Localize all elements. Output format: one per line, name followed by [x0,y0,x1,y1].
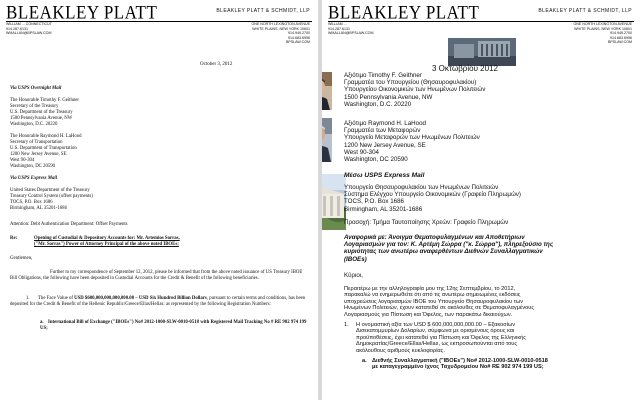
addressee-line: Washington, DC 20590 [10,164,56,169]
item-amount: USD $600,000,000,000,000.00 – USD Six Hundred Billion Dollars [74,296,207,301]
item-line: Η ονομαστική αξία των USD $ 600,000,000,000.00 – Εξακοσίων [356,322,516,328]
paragraph-line: παρακαλώ να ενημερωθείτε ότι από τις ανωτέρω σημειωμένες εκδόσεις [344,292,521,299]
address-line: ONE NORTH LEXINGTON AVENUE [573,22,632,26]
item-number: 1. [26,296,30,301]
addressee-line: U.S. Department of Transportation [10,146,77,151]
contact-phone: 914.287.6131 [328,26,350,31]
addressee-line: U.S. Department of the Treasury [10,110,73,115]
address-line: WHITE PLAINS, NEW YORK 10601 [252,26,310,31]
item-line: προϋποθέσεις, έχει κατατεθεί για Πίστωση και Όφελος της Ελληνικής [356,334,526,341]
item-1 [10,296,308,308]
greek-re-line [344,234,553,263]
re-subject-line: κυριότητας των ανωτέρω αναφερθέντων Διεθνών Συναλλαγματικών [344,248,543,256]
addressee-line: Γραμματέα του Υπουργείου (Θησαυροφυλακίου) [344,79,477,87]
greek-item-1 [356,322,526,354]
greek-salutation: Κύριοι, [344,272,363,279]
greek-addressee-lahood [344,120,480,163]
paragraph-line: Ηνωμένων Πολιτειών, έχουν κατατεθεί σε ακόλουθες σε Θεματοφυλαγμένους [344,305,535,312]
paragraph-line: Περαιτέρω με την αλληλογραφία μου της 12ης Σεπτεμβρίου, το 2012, [344,286,516,292]
addressee-line: Υπουργείο Μεταφορών των Ηνωμένων Πολιτειών [344,134,480,142]
addressee-lahood [10,134,82,170]
addressee-line: West 90-304 [344,148,379,156]
item-1-sub-a [40,320,310,332]
item-text: The Face Value of [38,296,75,301]
address-website[interactable]: BPSLAW.COM [607,40,632,45]
re-subject-line: ("Mr. Sorras") Power of Attorney Principal of the above noted IBOEs; [34,242,179,247]
addressee-line: Αξιότιμο Raymond H. LaHood [344,120,426,127]
greek-paragraph-1 [344,286,534,318]
addressee-line: The Honorable Raymond H. LaHood [10,134,82,139]
firm-name: BLEAKLEY PLATT & SCHMIDT, LLP [216,8,310,14]
addressee-line: Treasury Control System (offset payments) [10,194,93,199]
addressee-line: The Honorable Timothy F. Geithner [10,98,80,103]
contact-email[interactable]: WMALLAN@BPSLAW.COM [328,31,374,36]
address-website[interactable]: BPSLAW.COM [285,40,310,45]
lahood-portrait [322,118,332,162]
paragraph-1: Further to my correspondence of September 12, 2012, please be informed that from the above noted issuance of US Treasury IBOE Bill Obligations, the following have been deposited in Custodial Accounts for the Credit & Benefit of the following beneficiaries. [10,270,303,281]
sub-item-text: International Bill of Exchange ("IBOEs") No# 2012-1000-SLW-0010-0518 with Registered Mail Tracking No # RE 902 974 199 US; [40,320,307,331]
addressee-line: Γραμματέα των Μεταφορών [344,127,421,135]
contact-line: WILLIAM ... CONNECTICUT [6,22,52,26]
english-letter-page [0,0,318,400]
letterhead-address [251,22,310,45]
addressee-line: Secretary of Transportation [10,140,63,145]
address-fax: 914.683.6956 [610,35,632,40]
addressee-line: United States Department of the Treasury [10,188,90,193]
addressee-line: Σύστημα Ελέγχου Υπουργείο Οικονομικών (Γραφείο Πληρωμών) [344,191,521,199]
letterhead-address [573,22,632,45]
greek-addressee-geithner [344,72,485,108]
letter-date: 3 Οκτωβρίου 2012 [432,64,498,73]
addressee-line: TOCS, P.O. Box 1686 [344,198,404,206]
addressee-line: 1500 Pennsylvania Avenue, NW [10,116,73,121]
greek-sub-item-label: a. [362,358,367,364]
firm-name: BLEAKLEY PLATT & SCHMIDT, LLP [538,8,632,14]
item-line: ακόλουθους αριθμούς κυκλοφορίας. [356,347,445,354]
re-subject-line: Λογαριασμών για τον: Κ. Αρτέμη Σώρρα ("κ. Σώρρα"), πληρεξούσιο της [344,241,554,249]
attention-line: Attention: Debt Authentication Department: Offset Payments [10,222,128,227]
address-phone: 914.949.2700 [610,31,632,36]
addressee-line: Αξιότιμο Timothy F. Geithner [344,72,422,79]
address-phone: 914.949.2700 [288,31,310,36]
greek-addressee-treasury [344,184,521,213]
addressee-line: Secretary of the Treasury [10,104,59,109]
greek-attention-line: Προσοχή: Τμήμα Ταυτοποίησης Χρεών: Γραφείο Πληρωμών [344,219,509,226]
letterhead-contact [6,22,52,36]
contact-line: WILLIAM ... [328,22,347,26]
treasury-building-photo [322,174,346,230]
addressee-line: West 90-304 [10,158,35,163]
addressee-line: Washington, D.C. 20220 [344,100,412,108]
sub-item-label: a. [40,320,44,325]
contact-phone: 914.287.6131 [6,26,28,31]
addressee-line: TOCS, P.O. Box 1686 [10,200,53,205]
via-overnight-label: Via USPS Overnight Mail [10,86,62,91]
addressee-geithner [10,98,79,128]
firm-logo: BLEAKLEY PLATT [6,2,158,23]
geithner-portrait [322,72,332,110]
addressee-line: 1200 New Jersey Avenue, SE [344,141,426,149]
item-text: , pursuant to certain terms and conditions, has been deposited for the Credit & Benefit of the Hellenic Republic/Greece/Ellas/Hellas: as represented by the following Registration Numbers: [10,296,306,307]
salutation: Gentlemen, [10,256,33,261]
greek-item-1-sub-a [372,358,548,371]
re-subject-line: Αναφορικά με: Άνοιγμα Θεματοφυλαγμένων και Αποθετήριων [344,234,525,241]
re-label: Re: [10,236,18,241]
address-line: ONE NORTH LEXINGTON AVENUE [251,22,310,26]
contact-email[interactable]: WMALLAN@BPSLAW.COM [6,31,52,36]
addressee-line: Υπουργείο Θησαυροφυλακίου των Ηνωμένων Πολιτειών [344,184,499,191]
paragraph-line: Λογαριασμούς για Πίστωση και Όφελος, των παρακάτω δικαιούχων. [344,311,513,318]
re-line [10,236,310,248]
addressee-line: 1200 New Jersey Avenue, SE [10,152,67,157]
addressee-treasury [10,188,93,212]
sub-item-line: με καταγεγραμμένο ίχνος Ταχυδρομείου No# RE 902 974 199 US; [372,364,544,371]
letter-date: October 3, 2012 [200,62,233,67]
greek-letter-page [322,0,640,400]
address-fax: 914.683.6956 [288,35,310,40]
letterhead-contact [328,22,373,36]
re-subject-line: (IBOEs) [344,255,367,263]
sub-item-line: Διεθνής Συναλλαγματική ("IBOEs") No# 2012-1000-SLW-0010-0518 [372,358,548,364]
addressee-line: 1500 Pennsylvania Avenue, NW [344,93,433,101]
firm-logo: BLEAKLEY PLATT [328,2,480,23]
greek-via-express-label: Μέσω USPS Express Mail [344,172,425,179]
addressee-line: Washington, D.C. 20220 [10,122,58,127]
greek-item-number: 1. [344,322,349,328]
treasury-building-thumbnail [448,38,516,66]
item-line: Δισεκατομμυρίων Δολαρίων, σύμφωνα με ορισμένους όρους και [356,328,515,335]
addressee-line: Birmingham, AL 35201-1686 [344,205,423,213]
address-line: WHITE PLAINS, NEW YORK 10601 [574,26,632,31]
item-line: Δημοκρατίας/Greece/Ellas/Hellas, ως εκπροσωπούνται από τους [356,341,518,348]
addressee-line: Washington, DC 20590 [344,156,408,164]
re-subject-line: Opening of Custodial & Depository Accounts for: Mr. Artemios Sorras, [34,236,180,241]
addressee-line: Υπουργείου Οικονομικών των Ηνωμένων Πολιτειών [344,86,486,94]
addressee-line: Birmingham, AL 35201-1686 [10,206,67,211]
via-express-label: Via USPS Express Mail [10,176,58,181]
paragraph-line: υποχρεώσεις λογαριασμών IBOE του Υπουργείο Θησαυροφυλακίου των [344,298,524,305]
